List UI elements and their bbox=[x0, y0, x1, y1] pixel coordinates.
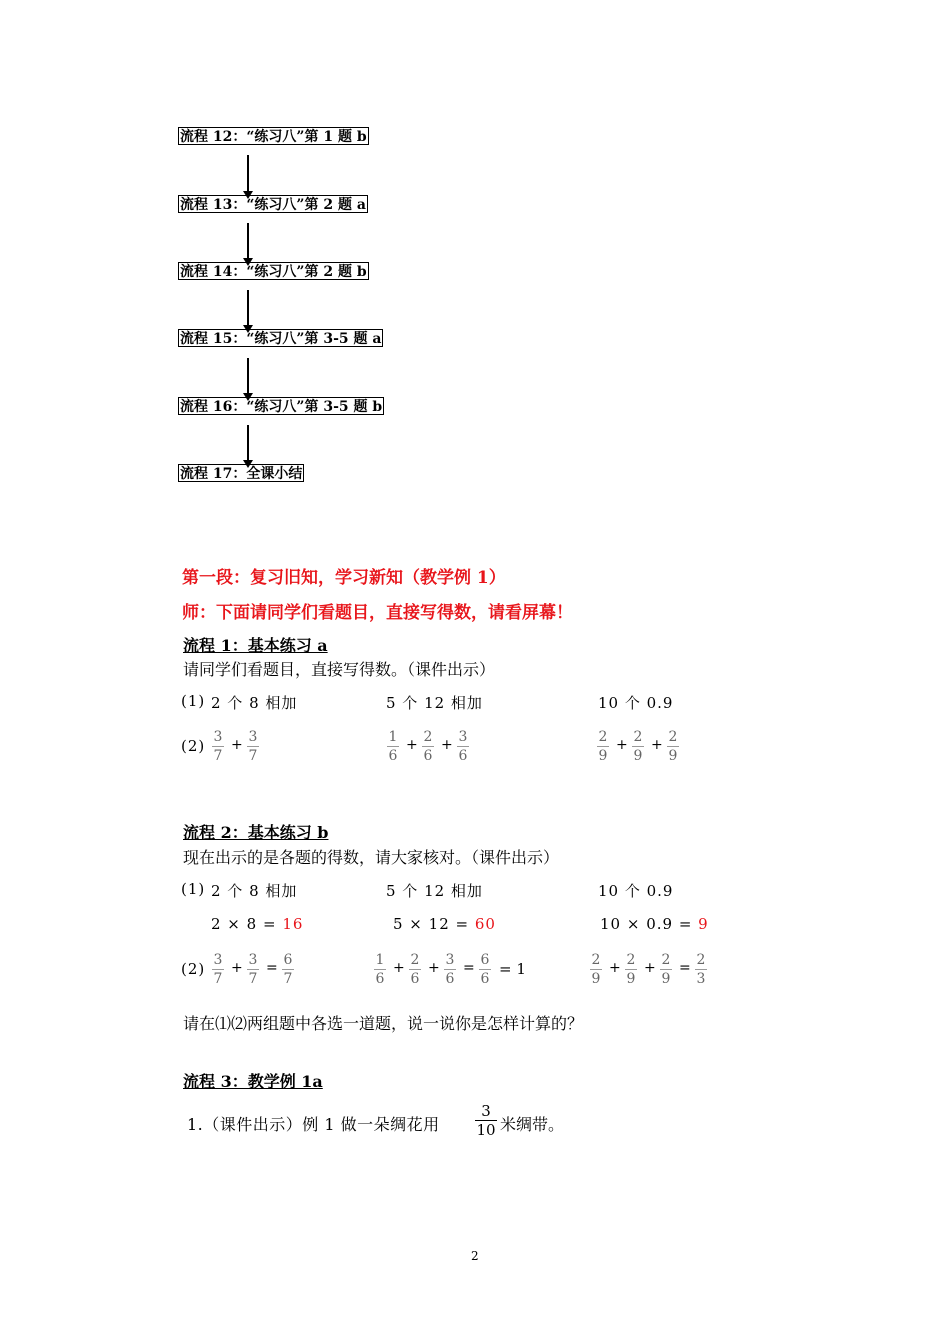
fraction: 6 7 bbox=[283, 952, 293, 987]
calc-expression: 2 × 8 = bbox=[211, 915, 277, 933]
plus-sign: + bbox=[406, 737, 418, 753]
flow3-line-suffix: 米绸带。 bbox=[500, 1115, 565, 1134]
plus-sign: + bbox=[651, 737, 663, 753]
flow1-item: 2 个 8 相加 bbox=[211, 694, 298, 712]
flow3-line-prefix: 1.（课件出示）例 1 做一朵绸花用 bbox=[187, 1115, 440, 1134]
flow-box-12: 流程 12：“练习八”第 1 题 b bbox=[180, 129, 367, 145]
plus-sign: + bbox=[616, 737, 628, 753]
calc-answer: 60 bbox=[474, 915, 496, 933]
flow-box-15: 流程 15：“练习八”第 3-5 题 a bbox=[180, 331, 382, 347]
fraction: 3 7 bbox=[213, 729, 223, 764]
flow2-item: 2 个 8 相加 bbox=[211, 882, 298, 900]
flow1-title: 流程 1：基本练习 a bbox=[183, 636, 328, 655]
flow-box-17: 流程 17：全课小结 bbox=[180, 466, 303, 482]
fraction: 3 7 bbox=[248, 952, 258, 987]
fraction: 1 6 bbox=[388, 729, 398, 764]
flow-arrow-icon bbox=[241, 290, 255, 333]
equals-sign: = bbox=[463, 960, 475, 976]
flow-box-13: 流程 13：“练习八”第 2 题 a bbox=[180, 197, 366, 213]
flow-arrow-icon bbox=[241, 223, 255, 266]
equals-sign: = bbox=[679, 960, 691, 976]
plus-sign: + bbox=[428, 960, 440, 976]
fraction: 2 9 bbox=[633, 729, 643, 764]
flow1-intro: 请同学们看题目，直接写得数。（课件出示） bbox=[183, 660, 496, 679]
fraction: 2 6 bbox=[423, 729, 433, 764]
fraction: 2 9 bbox=[661, 952, 671, 987]
fraction: 3 10 bbox=[476, 1102, 496, 1139]
calc-answer: 16 bbox=[282, 915, 304, 933]
equals-sign: = bbox=[266, 960, 278, 976]
calc-line bbox=[211, 915, 303, 933]
flow-arrow-icon bbox=[241, 425, 255, 468]
fraction: 2 9 bbox=[668, 729, 678, 764]
calc-expression: 10 × 0.9 = bbox=[600, 915, 693, 933]
flow-arrow-icon bbox=[241, 358, 255, 401]
equals-one: = 1 bbox=[499, 960, 526, 978]
flow1-item: 5 个 12 相加 bbox=[386, 694, 483, 712]
calc-line bbox=[393, 915, 496, 933]
plus-sign: + bbox=[231, 960, 243, 976]
section-heading: 第一段：复习旧知，学习新知（教学例 1） bbox=[182, 568, 506, 588]
fraction: 3 7 bbox=[213, 952, 223, 987]
flow1-item: 10 个 0.9 bbox=[598, 694, 674, 712]
flow2-question: 请在⑴⑵两组题中各选一道题，说一说你是怎样计算的？ bbox=[183, 1014, 584, 1033]
flow-box-16: 流程 16：“练习八”第 3-5 题 b bbox=[180, 399, 383, 415]
flow2-item: 10 个 0.9 bbox=[598, 882, 674, 900]
plus-sign: + bbox=[441, 737, 453, 753]
fraction: 2 9 bbox=[591, 952, 601, 987]
fraction: 3 6 bbox=[445, 952, 455, 987]
fraction: 2 3 bbox=[696, 952, 706, 987]
calc-expression: 5 × 12 = bbox=[393, 915, 470, 933]
flow2-title: 流程 2：基本练习 b bbox=[183, 823, 329, 842]
fraction: 1 6 bbox=[375, 952, 385, 987]
flow2-row1-label: (1) bbox=[181, 880, 206, 898]
flow2-intro: 现在出示的是各题的得数，请大家核对。（课件出示） bbox=[183, 848, 560, 867]
plus-sign: + bbox=[231, 737, 243, 753]
plus-sign: + bbox=[393, 960, 405, 976]
flow-box-14: 流程 14：“练习八”第 2 题 b bbox=[180, 264, 367, 280]
flow-arrow-icon bbox=[241, 155, 255, 199]
flow3-title: 流程 3：教学例 1a bbox=[183, 1072, 323, 1091]
flow1-row2-label: (2) bbox=[181, 737, 206, 755]
flow1-row1-label: (1) bbox=[181, 692, 206, 710]
fraction: 3 7 bbox=[248, 729, 258, 764]
calc-line bbox=[600, 915, 709, 933]
plus-sign: + bbox=[644, 960, 656, 976]
fraction: 3 6 bbox=[458, 729, 468, 764]
teacher-line: 师：下面请同学们看题目，直接写得数，请看屏幕！ bbox=[182, 603, 573, 623]
flow2-row2-label: (2) bbox=[181, 960, 206, 978]
calc-answer: 9 bbox=[698, 915, 709, 933]
fraction: 2 9 bbox=[626, 952, 636, 987]
plus-sign: + bbox=[609, 960, 621, 976]
fraction: 6 6 bbox=[480, 952, 490, 987]
fraction: 2 6 bbox=[410, 952, 420, 987]
flow2-item: 5 个 12 相加 bbox=[386, 882, 483, 900]
page-number: 2 bbox=[471, 1249, 479, 1263]
fraction: 2 9 bbox=[598, 729, 608, 764]
flow3-line bbox=[187, 1112, 440, 1135]
